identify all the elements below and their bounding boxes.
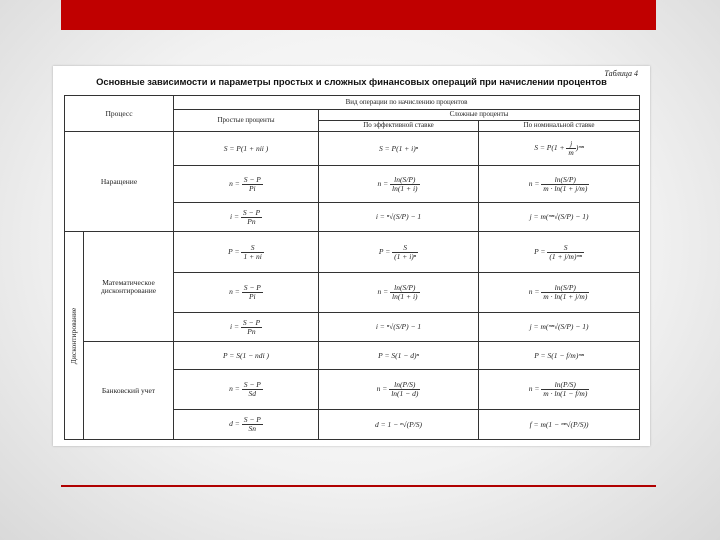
fraction-numerator: ln(S/P): [390, 176, 419, 185]
formula-cell: [319, 410, 479, 440]
fraction-numerator: S: [241, 244, 263, 253]
formula-lhs: P = S(1 − d)ⁿ: [378, 350, 419, 360]
formula-lhs: i =: [229, 321, 240, 331]
formula-cell: [319, 313, 479, 342]
fraction-numerator: ln(S/P): [541, 284, 589, 293]
formula-cell: [319, 232, 479, 273]
formula-fraction: [390, 176, 419, 193]
formula-cell: [174, 410, 319, 440]
formula-lhs: S = P(1 + i)ⁿ: [378, 143, 419, 153]
fraction-denominator: Sd: [248, 389, 257, 398]
fraction-denominator: Sn: [248, 424, 257, 433]
bottom-accent-line: [61, 485, 656, 487]
formula-cell: [479, 273, 640, 313]
formula-lhs: d = 1 − ⁿ√(P/S): [375, 419, 423, 429]
header-compound: Сложные проценты: [319, 110, 640, 121]
header-effective: По эффективной ставке: [319, 121, 479, 132]
formula-lhs: n =: [377, 178, 389, 188]
fraction-numerator: S − P: [242, 317, 261, 327]
fraction-numerator: ln(S/P): [390, 284, 419, 293]
formula-cell: [174, 273, 319, 313]
formula-cell: [174, 342, 319, 370]
header-interest-method: Вид операции по начислению процентов: [174, 96, 640, 110]
formula-rhs: )ᵐⁿ: [575, 143, 584, 153]
formula-fraction: [566, 140, 575, 157]
fraction-numerator: ln(P/S): [389, 381, 420, 390]
formula-cell: [479, 166, 640, 203]
fraction-numerator: S − P: [242, 207, 261, 217]
formula-fraction: [392, 244, 418, 261]
fraction-numerator: S − P: [243, 415, 261, 425]
formula-fraction: [541, 176, 589, 193]
formula-lhs: n =: [376, 384, 388, 394]
top-accent-bar: [61, 0, 656, 30]
fraction-numerator: ln(S/P): [541, 176, 589, 185]
formula-lhs: i = ⁿ√(S/P) − 1: [375, 212, 422, 222]
process-accrual: Наращение: [65, 132, 174, 232]
header-simple: Простые проценты: [174, 110, 319, 132]
formula-fraction: [241, 319, 262, 336]
formula-lhs: f = m(1 − ᵐⁿ√(P/S)): [529, 419, 589, 429]
formula-cell: [174, 370, 319, 410]
formula-cell: [479, 203, 640, 232]
fraction-denominator: Pi: [248, 292, 256, 301]
formula-lhs: P =: [534, 246, 546, 256]
formula-lhs: d =: [229, 419, 240, 429]
fraction-denominator: Pn: [247, 326, 256, 336]
formula-fraction: [241, 209, 262, 226]
formula-fraction: [241, 244, 263, 261]
fraction-denominator: m · ln(1 − f/m): [543, 389, 588, 398]
formula-cell: [319, 166, 479, 203]
formula-lhs: S = P(1 +: [534, 143, 565, 153]
table-tag: Таблица 4: [604, 69, 638, 78]
formula-lhs: P =: [378, 246, 391, 256]
formula-cell: [479, 410, 640, 440]
table-title: Основные зависимости и параметры простых и сложных финансовых операций при начислении процентов: [96, 76, 607, 87]
formula-lhs: i =: [229, 211, 240, 221]
discounting-group: [65, 232, 84, 440]
formula-lhs: n =: [528, 287, 540, 297]
fraction-denominator: m: [568, 148, 574, 157]
fraction-denominator: 1 + ni: [243, 251, 262, 261]
formula-lhs: n =: [229, 287, 240, 297]
formula-cell: [319, 132, 479, 166]
formula-lhs: i = ⁿ√(S/P) − 1: [375, 322, 422, 332]
formula-lhs: j = m(ᵐⁿ√(S/P) − 1): [529, 322, 589, 332]
fraction-denominator: Pn: [247, 216, 256, 226]
scanned-table-image: [53, 66, 650, 446]
fraction-numerator: S: [547, 244, 584, 253]
formula-cell: [319, 342, 479, 370]
formula-cell: [174, 132, 319, 166]
fraction-denominator: ln(1 + i): [392, 292, 418, 301]
formula-lhs: j = m(ᵐⁿ√(S/P) − 1): [529, 212, 589, 222]
discounting-label: Дисконтирование: [69, 307, 79, 364]
formula-cell: [479, 313, 640, 342]
formula-fraction: [242, 416, 263, 433]
fraction-denominator: m · ln(1 + j/m): [543, 292, 588, 301]
header-nominal: По номинальной ставке: [479, 121, 640, 132]
formula-rhs: i ): [262, 350, 270, 360]
formula-lhs: n =: [528, 178, 540, 188]
fraction-numerator: j: [566, 140, 575, 149]
fraction-denominator: (1 + i)ⁿ: [394, 251, 417, 261]
fraction-denominator: Pi: [248, 183, 256, 193]
formula-lhs: P =: [228, 246, 240, 256]
formula-fraction: [389, 381, 420, 398]
fraction-numerator: S − P: [243, 380, 261, 390]
formula-fraction: [547, 244, 584, 261]
formula-fraction: [541, 284, 589, 301]
formula-lhs: n =: [528, 384, 540, 394]
formula-cell: [319, 370, 479, 410]
formula-cell: [174, 232, 319, 273]
formula-lhs: n =: [229, 384, 240, 394]
fraction-numerator: S − P: [243, 174, 261, 184]
fraction-numerator: ln(P/S): [541, 381, 589, 390]
formulas-table: [64, 95, 640, 440]
formula-cell: [479, 342, 640, 370]
formula-fraction: [242, 381, 263, 398]
formula-cell: [479, 232, 640, 273]
formula-fraction: [390, 284, 419, 301]
formula-lhs: n =: [229, 178, 240, 188]
formula-cell: [479, 370, 640, 410]
fraction-denominator: ln(1 + i): [392, 183, 418, 193]
formula-cell: [174, 313, 319, 342]
process-bank-discount: Банковский учет: [84, 342, 174, 440]
formula-fraction: [242, 284, 263, 301]
formula-lhs: P = S(1 − f/m)ᵐⁿ: [534, 350, 584, 360]
formula-rhs: i ): [261, 143, 269, 153]
formula-cell: [174, 203, 319, 232]
header-process: Процесс: [65, 96, 174, 132]
fraction-denominator: (1 + j/m)ᵐⁿ: [549, 251, 582, 261]
process-math-discount: Математическое дисконтирование: [84, 232, 174, 342]
fraction-numerator: S − P: [243, 283, 261, 293]
fraction-denominator: m · ln(1 + j/m): [543, 183, 588, 193]
formula-cell: [319, 203, 479, 232]
formula-cell: [479, 132, 640, 166]
formula-lhs: P = S(1 − nd: [222, 350, 263, 360]
fraction-denominator: ln(1 − d): [391, 389, 419, 398]
formula-cell: [174, 166, 319, 203]
formula-lhs: n =: [377, 287, 389, 297]
formula-lhs: S = P(1 + ni: [223, 143, 262, 153]
formula-fraction: [541, 381, 589, 398]
formula-cell: [319, 273, 479, 313]
formula-fraction: [242, 176, 263, 193]
fraction-numerator: S: [392, 244, 418, 253]
